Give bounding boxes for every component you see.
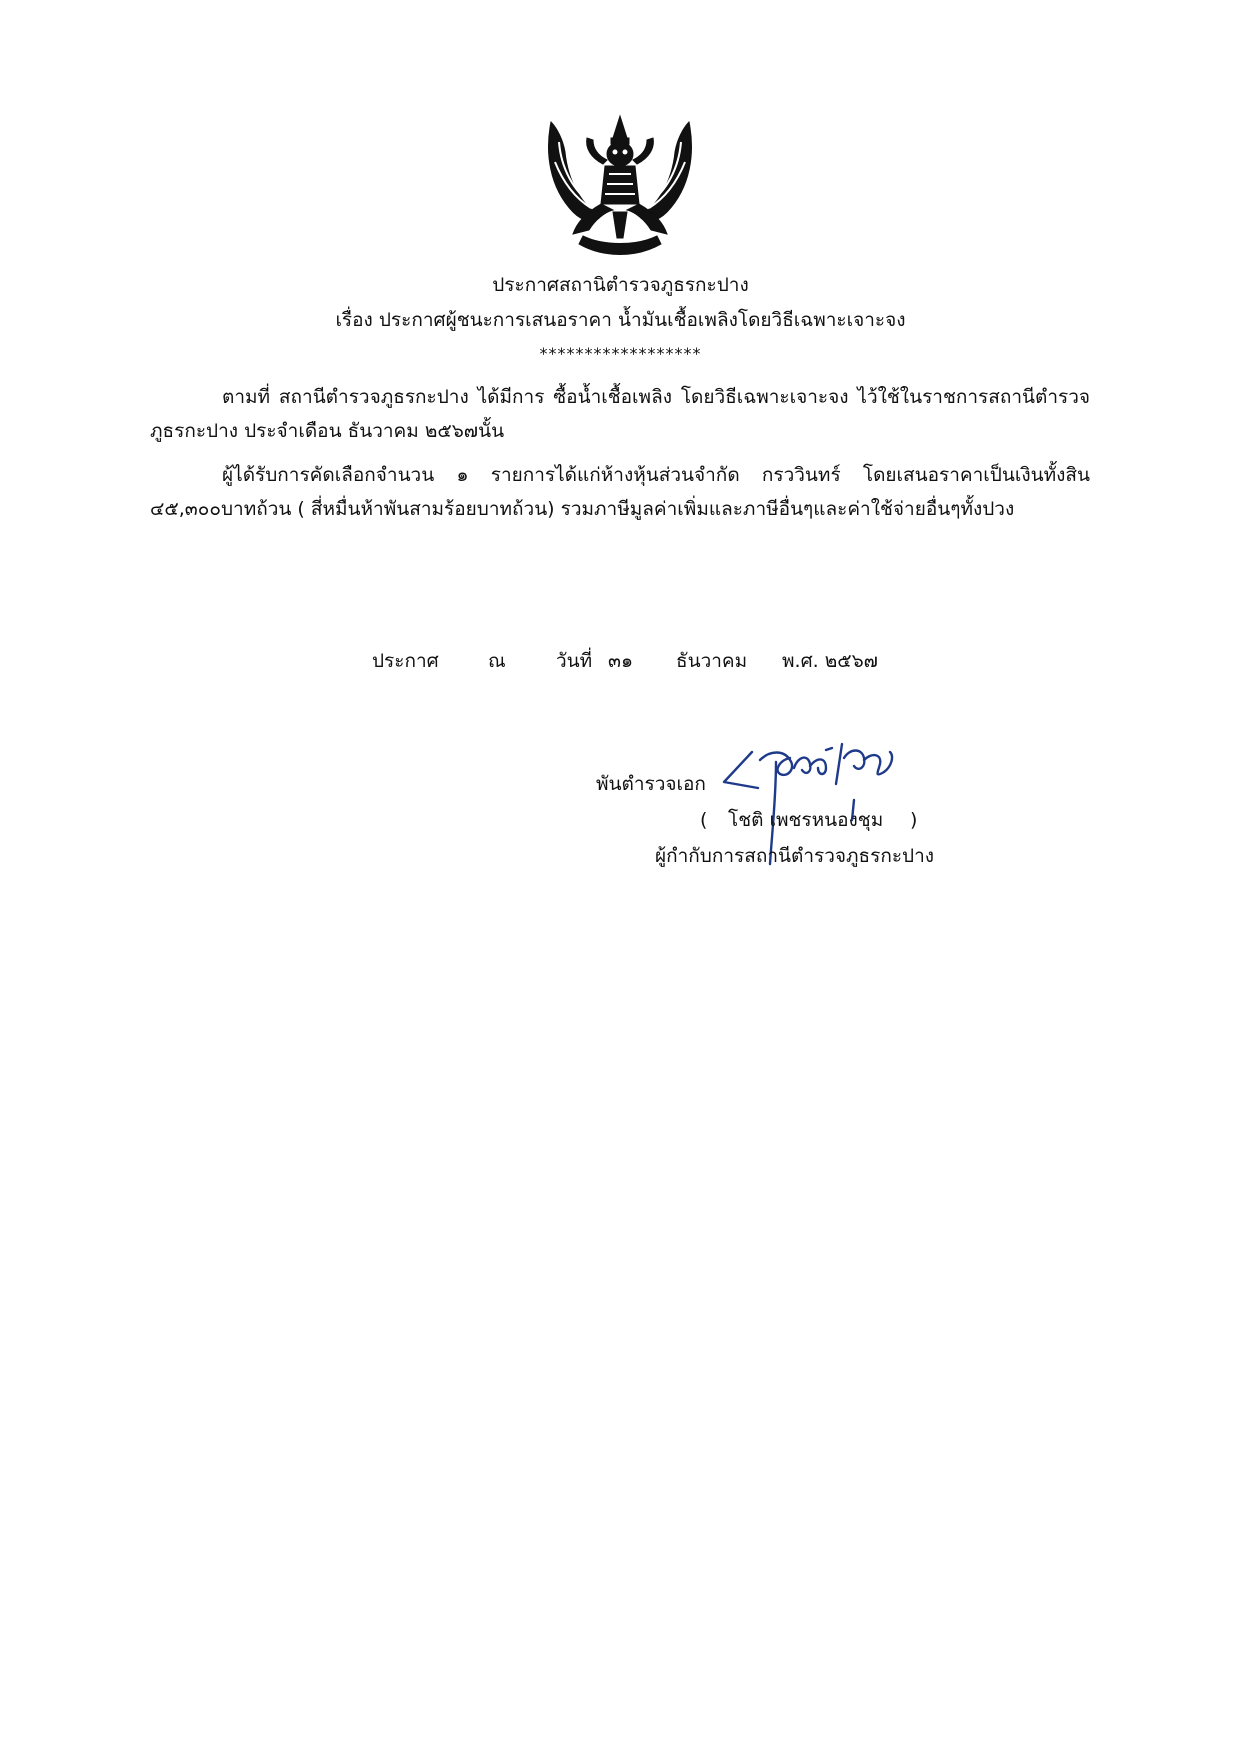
body-paragraph-1: ตามที่ สถานีตำรวจภูธรกะปาง ได้มีการ ซื้อน้ำเชื้อเพลิง โดยวิธีเฉพาะเจาะจง ไว้ใช้ในราชการสถานีตำรวจภูธรกะปาง ประจำเดือน ธันวาคม ๒๕๖๗นั้น — [150, 386, 1090, 442]
body-paragraph-2: ผู้ได้รับการคัดเลือกจำนวน ๑ รายการได้แก่ห้างหุ้นส่วนจำกัด กรววินทร์ โดยเสนอราคาเป็นเงินทั้งสิน ๔๕,๓๐๐บาทถ้วน ( สี่หมื่นห้าพันสามร้อยบาทถ้วน) รวมภาษีมูลค่าเพิ่มและภาษีอื่นๆและค่าใช้จ่ายอื่นๆทั้งปวง — [150, 464, 1090, 520]
announcement-day-label: วันที่ — [556, 650, 593, 672]
announcement-at: ณ — [488, 650, 506, 672]
signer-name-close-paren: ) — [910, 809, 918, 831]
announcement-year: พ.ศ. ๒๕๖๗ — [782, 650, 878, 672]
document-subject: เรื่อง ประกาศผู้ชนะการเสนอราคา น้ำมันเชื้อเพลิงโดยวิธีเฉพาะเจาะจง — [335, 309, 906, 331]
announcement-month: ธันวาคม — [676, 650, 748, 672]
announcement-day: ๓๑ — [608, 650, 634, 672]
signer-name-open-paren: ( — [700, 809, 708, 831]
announcement-label: ประกาศ — [372, 650, 439, 672]
title-separator: ****************** — [539, 344, 702, 363]
signer-rank: พันตำรวจเอก — [596, 773, 706, 795]
signer-name: โชติ เพชรหนองชุม — [728, 809, 884, 831]
garuda-emblem-icon — [543, 112, 697, 262]
signer-position: ผู้กำกับการสถานีตำรวจภูธรกะปาง — [655, 845, 935, 867]
document-title: ประกาศสถานิตำรวจภูธรกะปาง — [492, 274, 749, 296]
